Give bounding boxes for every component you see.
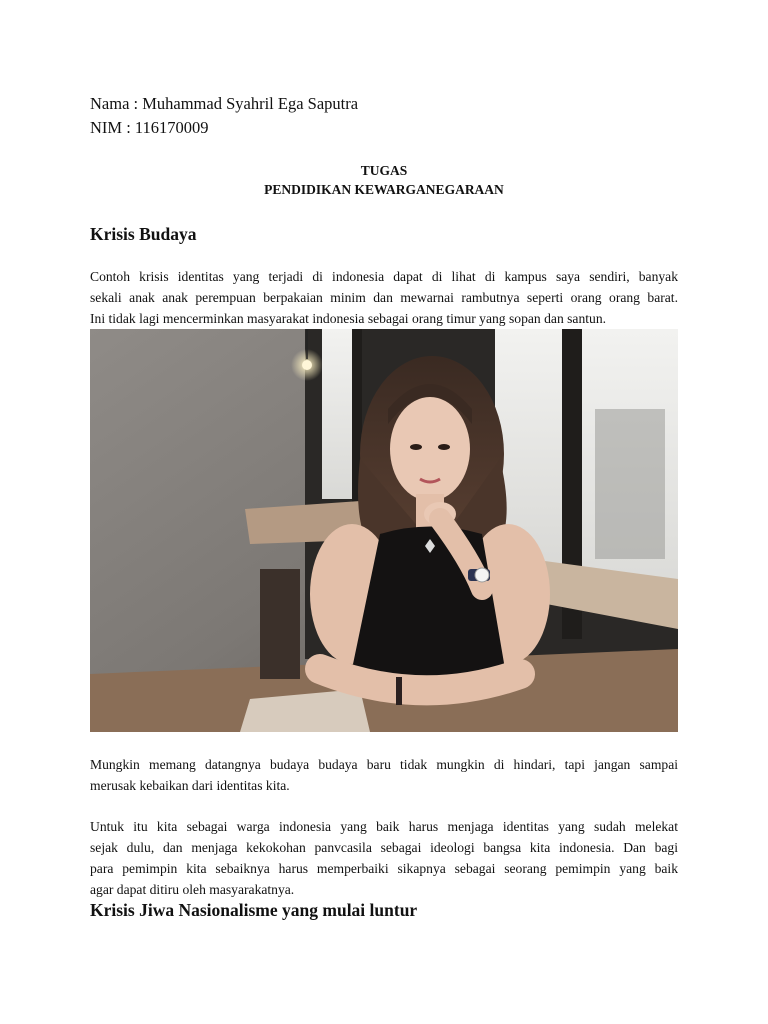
paragraph-line: Untuk itu kita sebagai warga indonesia yang baik harus menjaga identitas yang sudah melekat [90,819,678,834]
section-heading-krisis-jiwa-nasionalisme: Krisis Jiwa Nasionalisme yang mulai luntur [90,900,418,920]
paragraph-intro [90,266,678,329]
paragraph-line: merusak kebaikan dari identitas kita. [90,778,290,793]
paragraph-line: sejak dulu, dan menjaga kekokohan panvcasila sebagai ideologi bangsa kita indonesia. Dan bagi [90,840,678,855]
paragraph-line: sekali anak anak perempuan berpakaian minim dan mewarnai rambutnya seperti orang orang barat. [90,290,678,305]
paragraph-line: agar dapat ditiru oleh masyarakatnya. [90,882,295,897]
paragraph-line: para pemimpin kita sebaiknya harus memperbaiki sikapnya sebagai seorang pemimpin yang baik [90,861,678,876]
document-title-line-2: PENDIDIKAN KEWARGANEGARAAN [264,182,504,197]
paragraph-line: Mungkin memang datangnya budaya budaya baru tidak mungkin di hindari, tapi jangan sampai [90,757,678,772]
student-name-line: Nama : Muhammad Syahril Ega Saputra [90,94,359,113]
paragraph-budaya-baru [90,754,678,796]
student-nim-line: NIM : 116170009 [90,118,209,137]
paragraph-line: Contoh krisis identitas yang terjadi di indonesia dapat di lihat di kampus saya sendiri, banyak [90,269,678,284]
paragraph-menjaga-identitas [90,816,678,900]
photo-woman-by-window [90,329,678,732]
document-title-line-1: TUGAS [360,163,408,178]
section-heading-krisis-budaya: Krisis Budaya [90,224,197,244]
photo-illustration [90,329,678,732]
paragraph-line: Ini tidak lagi mencerminkan masyarakat indonesia sebagai orang timur yang sopan dan santun. [90,311,607,326]
